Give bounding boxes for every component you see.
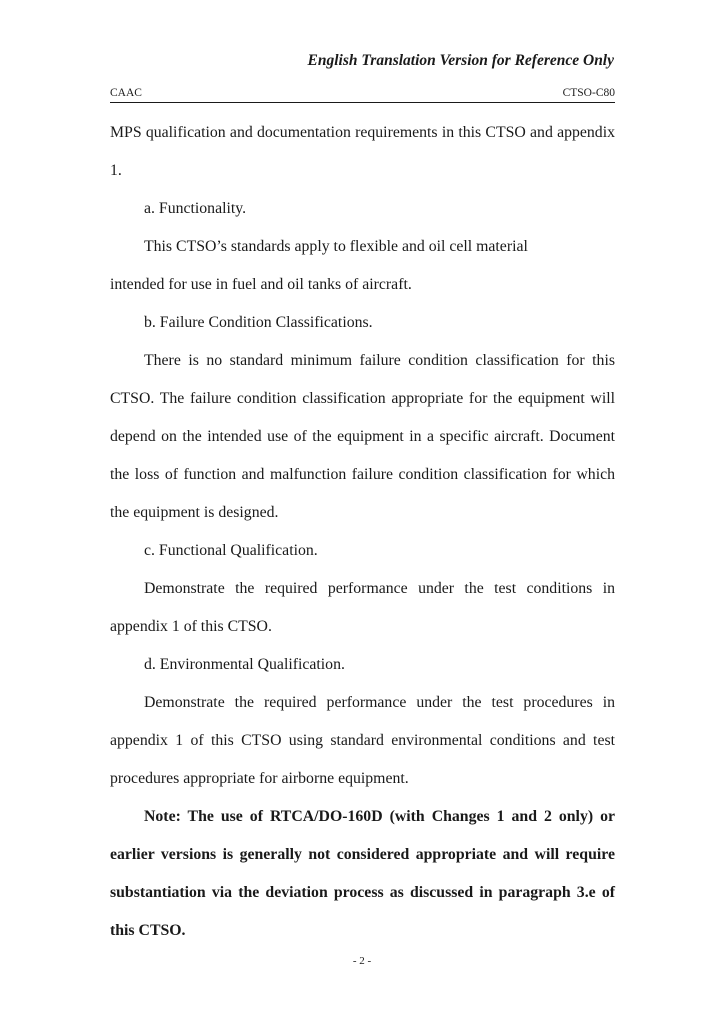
paragraph-continuation: MPS qualification and documentation requirements in this CTSO and appendix 1. (110, 124, 615, 179)
paragraph-functionality: This CTSO’s standards apply to flexible and oil cell material intended for use in fuel and oil tanks of aircraft. (110, 238, 528, 293)
paragraph-failure-condition: There is no standard minimum failure condition classification for this CTSO. The failure condition classification appropriate for the equipment will depend on the intended use of the equipment in a specific aircraft. Document the loss of function and malfunction failure condition classification for which the equipment is designed. (110, 352, 615, 521)
heading-functional-qualification: c. Functional Qualification. (144, 542, 318, 559)
document-body (110, 114, 615, 950)
translation-banner: English Translation Version for Reference Only (307, 52, 614, 69)
paragraph-environmental-qualification: Demonstrate the required performance under the test procedures in appendix 1 of this CTSO using standard environmental conditions and test procedures appropriate for airborne equipment. (110, 694, 615, 787)
heading-functionality: a. Functionality. (144, 200, 247, 217)
heading-failure-condition: b. Failure Condition Classifications. (144, 314, 373, 331)
page-header (110, 86, 615, 103)
note-paragraph: Note: The use of RTCA/DO-160D (with Changes 1 and 2 only) or earlier versions is generally not considered appropriate and will require substantiation via the deviation process as discussed in paragraph 3.e of this CTSO. (110, 808, 615, 939)
paragraph-functional-qualification: Demonstrate the required performance under the test conditions in appendix 1 of this CTSO. (110, 580, 615, 635)
header-document-id: CTSO-C80 (562, 87, 615, 99)
heading-environmental-qualification: d. Environmental Qualification. (144, 656, 345, 673)
header-organization: CAAC (110, 87, 142, 99)
page-number: - 2 - (352, 955, 372, 967)
